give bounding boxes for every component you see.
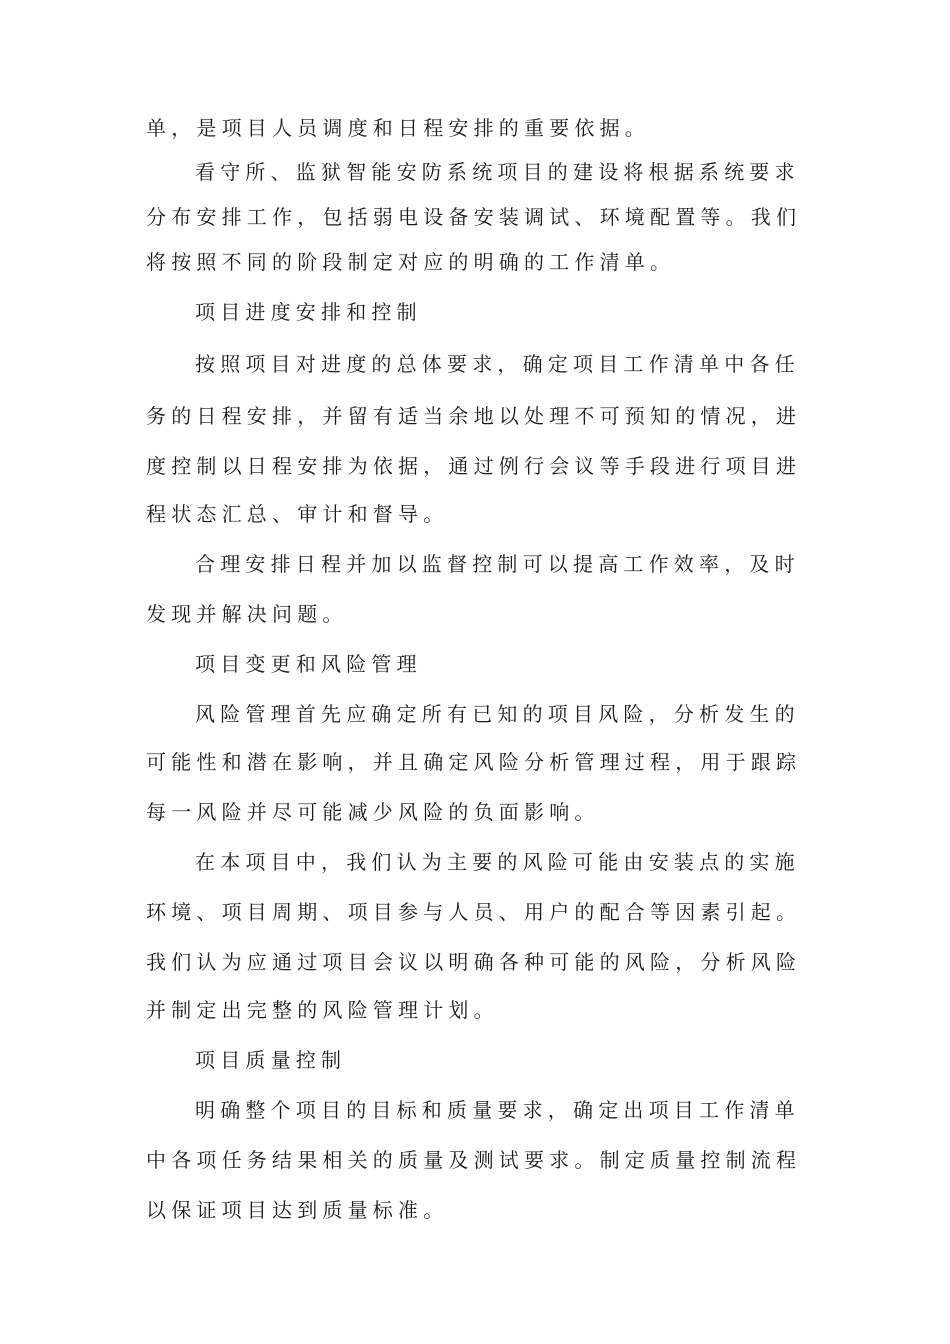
paragraph-line: 环境、项目周期、项目参与人员、用户的配合等因素引起。 (146, 900, 802, 924)
paragraph-line: 明确整个项目的目标和质量要求，确定出项目工作清单 (195, 1098, 800, 1122)
paragraph-line: 在本项目中，我们认为主要的风险可能由安装点的实施 (195, 850, 800, 874)
paragraph-line: 合理安排日程并加以监督控制可以提高工作效率，及时 (195, 552, 800, 576)
section-heading: 项目变更和风险管理 (195, 652, 422, 676)
paragraph-line: 风险管理首先应确定所有已知的项目风险，分析发生的 (195, 702, 800, 726)
paragraph-line: 中各项任务结果相关的质量及测试要求。制定质量控制流程 (146, 1148, 802, 1172)
paragraph-line: 看守所、监狱智能安防系统项目的建设将根据系统要求 (195, 160, 800, 184)
paragraph-line: 可能性和潜在影响，并且确定风险分析管理过程，用于跟踪 (146, 750, 802, 774)
paragraph-line: 将按照不同的阶段制定对应的明确的工作清单。 (146, 250, 676, 274)
paragraph-line: 发现并解决问题。 (146, 602, 348, 626)
paragraph-line: 并制定出完整的风险管理计划。 (146, 998, 499, 1022)
paragraph-line: 务的日程安排，并留有适当余地以处理不可预知的情况，进 (146, 404, 802, 428)
paragraph-line: 每一风险并尽可能减少风险的负面影响。 (146, 800, 600, 824)
paragraph-line: 我们认为应通过项目会议以明确各种可能的风险，分析风险 (146, 950, 802, 974)
paragraph-line: 单，是项目人员调度和日程安排的重要依据。 (146, 116, 650, 140)
paragraph-line: 以保证项目达到质量标准。 (146, 1198, 449, 1222)
section-heading: 项目质量控制 (195, 1048, 347, 1072)
section-heading: 项目进度安排和控制 (195, 300, 422, 324)
paragraph-line: 分布安排工作，包括弱电设备安装调试、环境配置等。我们 (146, 205, 802, 229)
paragraph-line: 程状态汇总、审计和督导。 (146, 502, 449, 526)
paragraph-line: 度控制以日程安排为依据，通过例行会议等手段进行项目进 (146, 454, 802, 478)
paragraph-line: 按照项目对进度的总体要求，确定项目工作清单中各任 (195, 352, 800, 376)
